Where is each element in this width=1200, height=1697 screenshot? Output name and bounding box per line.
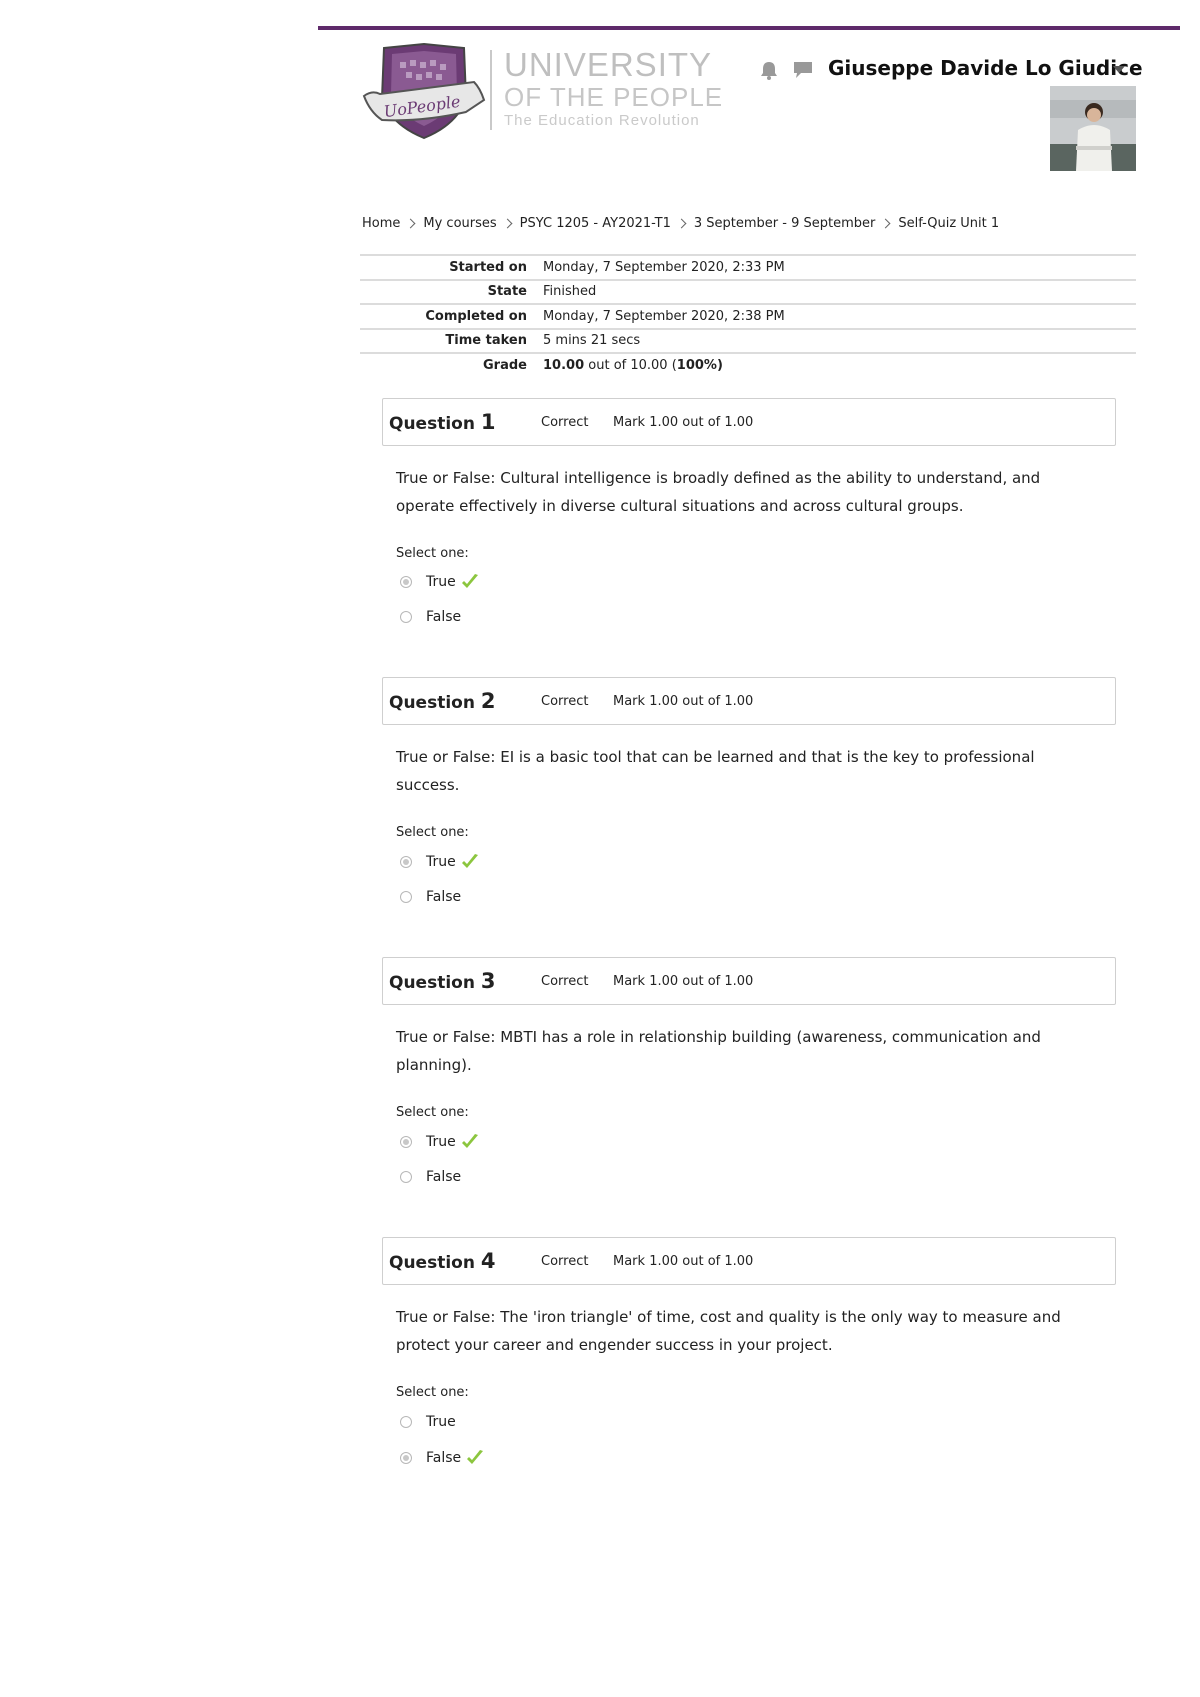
breadcrumb-course[interactable]: PSYC 1205 - AY2021-T1 (519, 216, 671, 231)
question-label: Question (389, 1253, 475, 1273)
badge-text: UoPeople (382, 91, 462, 122)
radio-button[interactable] (400, 576, 412, 588)
summary-value: 5 mins 21 secs (543, 333, 641, 349)
question-state: Correct (541, 974, 589, 989)
logo-of-the-people: OF THE PEOPLE (504, 82, 724, 112)
summary-label: Started on (449, 259, 527, 275)
option-label: False (426, 1169, 462, 1185)
option-label: False (426, 889, 462, 905)
chevron-right-icon (502, 219, 512, 229)
radio-button[interactable] (400, 891, 412, 903)
option-label: True (426, 574, 456, 590)
radio-button[interactable] (400, 1136, 412, 1148)
radio-button[interactable] (400, 611, 412, 623)
question-label: Question (389, 414, 475, 434)
question-text: True or False: The 'iron triangle' of time, cost and quality is the only way to measure and protect your career and engender success in your project. (396, 1308, 1061, 1354)
summary-row-time (360, 329, 1136, 354)
question-state: Correct (541, 415, 589, 430)
radio-button[interactable] (400, 1452, 412, 1464)
summary-row-state (360, 280, 1136, 305)
question-text: True or False: Cultural intelligence is broadly defined as the ability to understand, and operate effectively in diverse cultural situations and across cultural groups. (396, 469, 1041, 515)
question-card (382, 1237, 1116, 1466)
university-logo[interactable] (362, 42, 722, 142)
radio-button[interactable] (400, 1416, 412, 1428)
option-label: False (426, 1450, 462, 1466)
question-mark: Mark 1.00 out of 1.00 (613, 1254, 754, 1269)
question-label: Question (389, 973, 475, 993)
question-card (382, 677, 1116, 905)
radio-button[interactable] (400, 856, 412, 868)
question-mark: Mark 1.00 out of 1.00 (613, 415, 754, 430)
question-state: Correct (541, 1254, 589, 1269)
breadcrumb-home[interactable]: Home (362, 216, 401, 231)
top-accent-bar (318, 26, 1180, 30)
question-mark: Mark 1.00 out of 1.00 (613, 974, 754, 989)
bell-icon[interactable] (760, 60, 778, 80)
grade-score: 10.00 (543, 358, 585, 374)
question-number: 4 (480, 1249, 496, 1273)
chevron-right-icon (676, 219, 686, 229)
answer-option-true[interactable] (400, 851, 480, 873)
question-title (389, 410, 496, 434)
chevron-right-icon (406, 219, 416, 229)
checkmark-icon (460, 572, 480, 592)
logo-tagline: The Education Revolution (504, 112, 700, 129)
avatar[interactable] (1050, 86, 1136, 171)
question-text: True or False: EI is a basic tool that can be learned and that is the key to professional success. (396, 748, 1035, 794)
checkmark-icon (460, 852, 480, 872)
chevron-right-icon (881, 219, 891, 229)
summary-row-grade (360, 353, 1136, 378)
summary-value: Finished (543, 284, 597, 300)
answer-option-true[interactable] (400, 571, 480, 593)
option-label: True (426, 1134, 456, 1150)
user-menu-name[interactable]: Giuseppe Davide Lo Giudice (828, 56, 1143, 80)
grade-total: out of 10.00 ( (588, 358, 677, 374)
question-title (389, 969, 496, 993)
breadcrumb (362, 216, 999, 231)
option-label: True (426, 1414, 456, 1430)
question-label: Question (389, 693, 475, 713)
summary-label: Completed on (425, 308, 527, 324)
summary-value: Monday, 7 September 2020, 2:38 PM (543, 308, 785, 324)
question-header (382, 398, 1116, 446)
answer-option-false[interactable] (400, 886, 461, 908)
logo-university: UNIVERSITY (504, 46, 713, 83)
summary-value: Monday, 7 September 2020, 2:33 PM (543, 259, 785, 275)
chevron-down-icon[interactable] (1113, 66, 1125, 73)
summary-label: State (487, 284, 527, 300)
question-title (389, 689, 496, 713)
summary-row-started (360, 255, 1136, 280)
answer-option-false[interactable] (400, 1447, 485, 1469)
answer-option-false[interactable] (400, 606, 461, 628)
answer-option-true[interactable] (400, 1131, 480, 1153)
question-header (382, 957, 1116, 1005)
question-mark: Mark 1.00 out of 1.00 (613, 694, 754, 709)
question-card (382, 957, 1116, 1185)
question-text: True or False: MBTI has a role in relationship building (awareness, communication and planning). (396, 1028, 1041, 1074)
select-one-label: Select one: (396, 1105, 469, 1120)
logo-divider (490, 50, 492, 130)
question-number: 3 (480, 969, 496, 993)
uopeople-crest-icon (362, 42, 486, 142)
option-label: False (426, 609, 462, 625)
question-number: 2 (480, 689, 496, 713)
question-number: 1 (480, 410, 496, 434)
question-state: Correct (541, 694, 589, 709)
summary-label: Grade (483, 358, 527, 374)
breadcrumb-quiz[interactable]: Self-Quiz Unit 1 (898, 216, 1000, 231)
summary-value (543, 353, 1136, 378)
grade-percent: 100% (676, 358, 717, 374)
question-header (382, 677, 1116, 725)
option-label: True (426, 854, 456, 870)
quiz-summary-table (360, 254, 1136, 378)
checkmark-icon (460, 1132, 480, 1152)
summary-label: Time taken (445, 333, 527, 349)
breadcrumb-week[interactable]: 3 September - 9 September (693, 216, 876, 231)
question-header (382, 1237, 1116, 1285)
answer-option-true[interactable] (400, 1411, 456, 1433)
question-card (382, 398, 1116, 625)
checkmark-icon (465, 1448, 485, 1468)
select-one-label: Select one: (396, 1385, 469, 1400)
breadcrumb-my-courses[interactable]: My courses (423, 216, 497, 231)
summary-row-completed (360, 304, 1136, 329)
radio-button[interactable] (400, 1171, 412, 1183)
chat-icon[interactable] (793, 60, 813, 80)
grade-close: ) (716, 358, 723, 374)
select-one-label: Select one: (396, 825, 469, 840)
select-one-label: Select one: (396, 546, 469, 561)
answer-option-false[interactable] (400, 1166, 461, 1188)
question-title (389, 1249, 496, 1273)
